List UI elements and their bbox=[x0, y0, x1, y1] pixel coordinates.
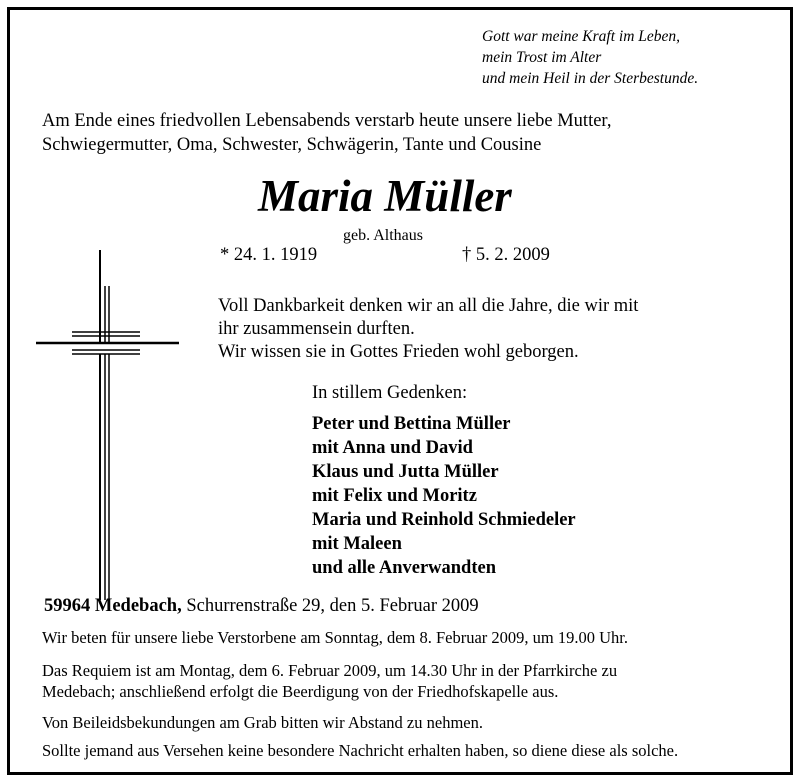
motto-line: mein Trost im Alter bbox=[482, 49, 602, 66]
birth-date: * 24. 1. 1919 bbox=[220, 245, 318, 265]
place-city: 59964 Medebach, bbox=[44, 596, 182, 616]
family-member: mit Felix und Moritz bbox=[312, 486, 477, 506]
deceased-name: Maria Müller bbox=[258, 171, 512, 221]
family-member: mit Anna und David bbox=[312, 438, 473, 458]
mass-notice: Wir beten für unsere liebe Verstorbene am Sonntag, dem 8. Februar 2009, um 19.00 Uhr. bbox=[42, 628, 629, 647]
cross-icon bbox=[34, 250, 182, 602]
family-member: Maria und Reinhold Schmiedeler bbox=[312, 510, 576, 530]
family-member: mit Maleen bbox=[312, 534, 402, 554]
thanks-line: Wir wissen sie in Gottes Frieden wohl geborgen. bbox=[218, 342, 579, 362]
family-member: und alle Anverwandten bbox=[312, 558, 497, 578]
condolences-notice: Von Beileidsbekundungen am Grab bitten wir Abstand zu nehmen. bbox=[42, 713, 483, 732]
intro-line: Schwiegermutter, Oma, Schwester, Schwägerin, Tante und Cousine bbox=[42, 135, 542, 155]
requiem-line: Das Requiem ist am Montag, dem 6. Februar 2009, um 14.30 Uhr in der Pfarrkirche zu bbox=[42, 661, 618, 680]
motto-quote bbox=[482, 26, 698, 89]
family-member: Klaus und Jutta Müller bbox=[312, 462, 499, 482]
notification-notice: Sollte jemand aus Versehen keine besondere Nachricht erhalten haben, so diene diese als solche. bbox=[42, 741, 679, 760]
intro-text bbox=[42, 109, 611, 157]
memory-label: In stillem Gedenken: bbox=[312, 383, 468, 403]
requiem-notice bbox=[42, 660, 617, 702]
family-list bbox=[312, 412, 576, 580]
place-address: Schurrenstraße 29, den 5. Februar 2009 bbox=[181, 596, 479, 616]
intro-line: Am Ende eines friedvollen Lebensabends verstarb heute unsere liebe Mutter, bbox=[42, 111, 612, 131]
requiem-line: Medebach; anschließend erfolgt die Beerdigung von der Friedhofskapelle aus. bbox=[42, 682, 559, 701]
place-date bbox=[44, 596, 479, 617]
motto-line: und mein Heil in der Sterbestunde. bbox=[482, 70, 699, 87]
family-member: Peter und Bettina Müller bbox=[312, 414, 511, 434]
thanks-line: Voll Dankbarkeit denken wir an all die Jahre, die wir mit bbox=[218, 296, 639, 316]
thanks-text bbox=[218, 295, 638, 364]
thanks-line: ihr zusammensein durften. bbox=[218, 319, 415, 339]
maiden-name: geb. Althaus bbox=[343, 227, 423, 244]
death-date: † 5. 2. 2009 bbox=[462, 245, 550, 265]
motto-line: Gott war meine Kraft im Leben, bbox=[482, 28, 681, 45]
